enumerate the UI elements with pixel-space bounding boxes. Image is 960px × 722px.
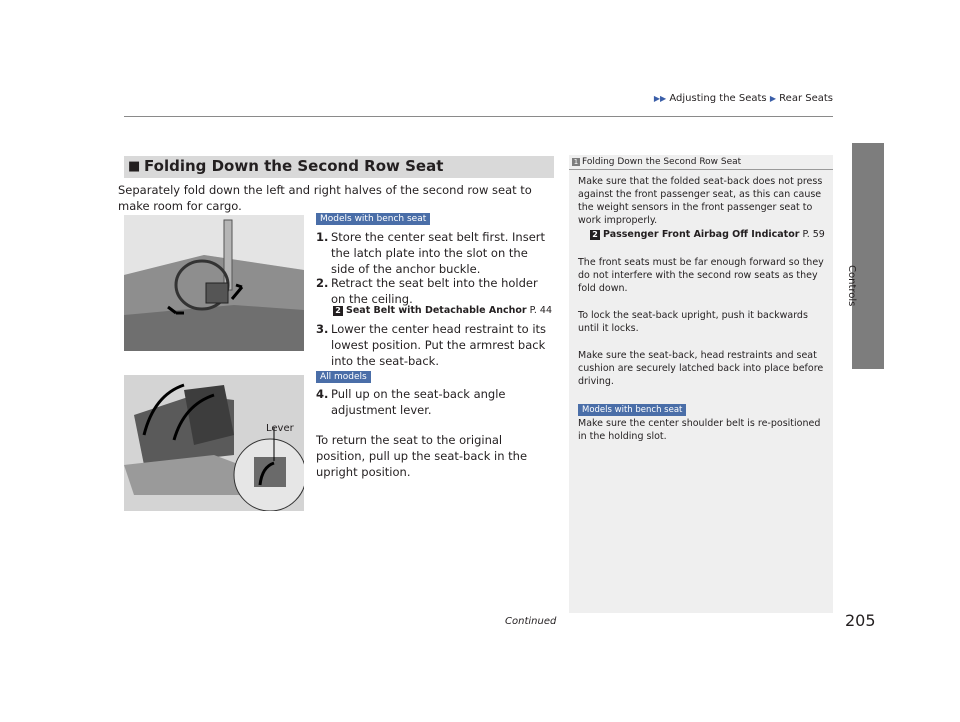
- cross-reference-label[interactable]: Passenger Front Airbag Off Indicator: [603, 229, 800, 240]
- breadcrumb-item-adjusting-seats[interactable]: Adjusting the Seats: [669, 93, 767, 104]
- note-marker-icon: 1: [573, 157, 579, 166]
- breadcrumb-arrow-icon: ▶▶: [653, 94, 667, 103]
- step-1: [316, 229, 552, 277]
- sidebar-note-title: [572, 157, 741, 167]
- breadcrumb-item-rear-seats[interactable]: Rear Seats: [779, 93, 833, 104]
- square-bullet-icon: ■: [128, 159, 141, 174]
- cross-reference-airbag[interactable]: [590, 229, 825, 240]
- header-divider: [124, 116, 833, 117]
- cross-reference-seat-belt[interactable]: [333, 305, 552, 316]
- step-text: Pull up on the seat-back angle adjustment lever.: [331, 387, 506, 417]
- step-text: Retract the seat belt into the holder on the ceiling.: [331, 276, 538, 306]
- step-number: 1.: [316, 230, 329, 244]
- model-tag-bench-seat: Models with bench seat: [316, 213, 430, 225]
- lever-callout: Lever: [266, 423, 294, 434]
- intro-paragraph: Separately fold down the left and right halves of the second row seat to make room for cargo.: [118, 183, 532, 213]
- chapter-side-label: Controls: [846, 265, 857, 307]
- sidebar-paragraph-2: The front seats must be far enough forward so they do not interfere with the second row seats as they fold down.: [578, 257, 824, 294]
- cross-reference-icon: 2: [590, 230, 600, 240]
- step-number: 3.: [316, 322, 329, 336]
- cross-reference-icon: 2: [333, 306, 343, 316]
- continued-label: Continued: [505, 616, 557, 627]
- model-tag-all-models: All models: [316, 371, 371, 383]
- sidebar-paragraph-1: Make sure that the folded seat-back does not press against the front passenger seat, as this can cause the weight sensors in the front passenger seat to work improperly.: [578, 176, 823, 226]
- section-heading: [124, 156, 554, 178]
- section-title: Folding Down the Second Row Seat: [144, 157, 444, 175]
- sidebar-note-divider: [569, 169, 833, 170]
- sidebar-note-title-text: Folding Down the Second Row Seat: [582, 157, 742, 167]
- seat-belt-drawing: [124, 215, 304, 351]
- chapter-side-tab: [852, 143, 884, 369]
- cross-reference-label[interactable]: Seat Belt with Detachable Anchor: [346, 305, 527, 316]
- step-4: [316, 386, 552, 418]
- sidebar-paragraph-3: To lock the seat-back upright, push it backwards until it locks.: [578, 310, 808, 334]
- step-number: 4.: [316, 387, 329, 401]
- breadcrumb: [503, 93, 833, 104]
- seat-belt-illustration: [124, 215, 304, 351]
- step-text: Lower the center head restraint to its lowest position. Put the armrest back into the seat-back.: [331, 322, 547, 368]
- sidebar-paragraph-5: Make sure the center shoulder belt is re-positioned in the holding slot.: [578, 418, 821, 442]
- seat-fold-illustration: [124, 375, 304, 511]
- step-3: [316, 321, 552, 369]
- sidebar-paragraph-4: Make sure the seat-back, head restraints and seat cushion are securely latched back into place before driving.: [578, 350, 824, 387]
- breadcrumb-arrow-icon: ▶: [769, 94, 776, 103]
- seat-fold-drawing: [124, 375, 304, 511]
- return-instruction: To return the seat to the original position, pull up the seat-back in the upright position.: [316, 433, 528, 479]
- step-2: [316, 275, 552, 307]
- sidebar-model-tag-bench-seat: Models with bench seat: [578, 404, 686, 416]
- cross-reference-page: P. 44: [529, 305, 553, 316]
- page-number: 205: [845, 611, 876, 630]
- step-text: Store the center seat belt first. Insert the latch plate into the slot on the side of the anchor buckle.: [331, 230, 546, 276]
- step-number: 2.: [316, 276, 329, 290]
- cross-reference-page: P. 59: [802, 229, 825, 240]
